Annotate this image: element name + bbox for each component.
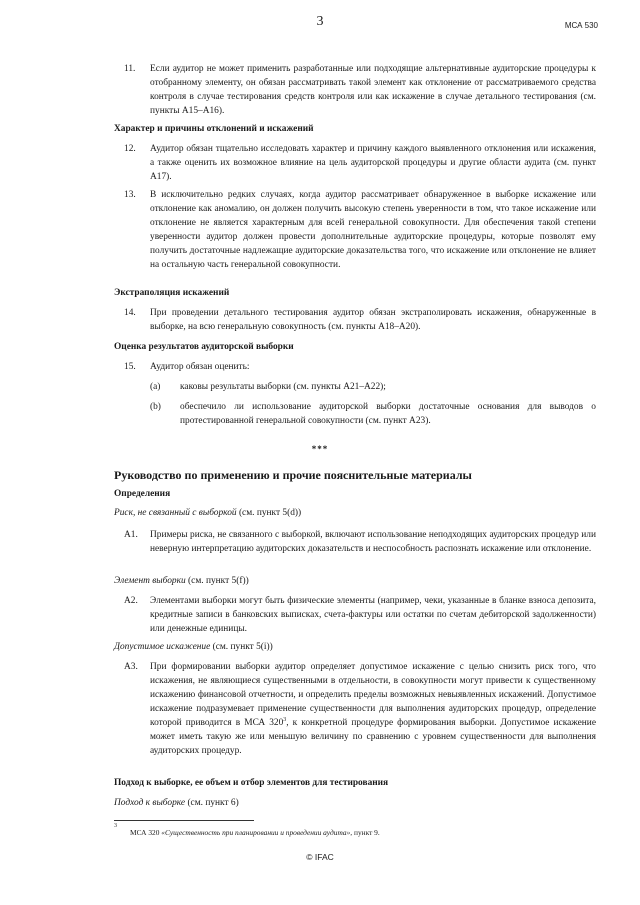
definition-term-3-title: Допустимое искажение: [114, 642, 211, 652]
paragraph-number-a1: A1.: [124, 530, 138, 540]
paragraph-number-a3: A3.: [124, 662, 138, 672]
definition-term-1: [114, 506, 594, 520]
main-heading: Руководство по применению и прочие пояснительные материалы: [114, 468, 472, 482]
definition-term-1-ref: (см. пункт 5(d)): [236, 508, 302, 518]
definition-term-3: [114, 640, 594, 654]
heading-sampling-approach: Подход к выборке, ее объем и отбор элементов для тестирования: [114, 778, 389, 788]
paragraph-a1: Примеры риска, не связанного с выборкой, включают использование неподходящих аудиторских процедур или неверную интерпретацию аудиторских доказательств и неспособность распознать искажение или отклонение.: [150, 530, 596, 554]
footnote-prefix: МСА 320: [130, 828, 162, 837]
document-id: МСА 530: [564, 21, 598, 30]
paragraph-number-12: 12.: [124, 144, 136, 154]
definition-term-4-title: Подход к выборке: [114, 798, 186, 808]
footnote-text: [130, 828, 590, 838]
paragraph-number-15: 15.: [124, 362, 136, 372]
paragraph-a3: [150, 660, 596, 758]
item-label-b: (b): [150, 402, 161, 412]
footnote-suffix: , пункт 9.: [350, 828, 380, 837]
heading-nature-causes: Характер и причины отклонений и искажений: [114, 124, 314, 134]
definition-term-2: [114, 574, 594, 588]
definition-term-1-title: Риск, не связанный с выборкой: [114, 508, 237, 518]
heading-definitions: Определения: [114, 489, 171, 499]
item-b: обеспечило ли использование аудиторской выборки достаточные основания для выводов о протестированной генеральной совокупности (см. пункт A23).: [180, 402, 596, 426]
footnote-divider: [114, 820, 254, 821]
footnote-mark: 3: [114, 823, 117, 829]
paragraph-number-a2: A2.: [124, 596, 138, 606]
paragraph-a3-text-start: При формировании выборки аудитор определяет допустимое искажение с целью снизить риск того, что искажения, не являющиеся существенными в отдельности, в совокупности могут привести к существенному искажению финансовой отчетности, и определить пределы возможных невыявленных искажений. Допустимое искажение подразумевает применение существенности для выполнения аудиторских процедур, определение которой приводится в МСА 320: [150, 662, 596, 728]
item-a: каковы результаты выборки (см. пункты A21–A22);: [180, 382, 386, 392]
heading-evaluation: Оценка результатов аудиторской выборки: [114, 342, 294, 352]
paragraph-number-11: 11.: [124, 64, 136, 74]
paragraph-number-13: 13.: [124, 190, 136, 200]
heading-extrapolation: Экстраполяция искажений: [114, 288, 230, 298]
paragraph-12: Аудитор обязан тщательно исследовать характер и причину каждого выявленного отклонения или искажения, а также оценить их возможное влияние на цель аудиторской процедуры и другие области аудита (см. пункт A17).: [150, 144, 596, 182]
paragraph-number-14: 14.: [124, 308, 136, 318]
paragraph-a3-text-end: , к конкретной процедуре формирования выборки. Допустимое искажение может иметь такую же или меньшую величину по сравнению с уровнем существенности для выполнения аудиторских процедур.: [150, 718, 596, 756]
section-separator: ***: [311, 444, 329, 454]
definition-term-2-title: Элемент выборки: [114, 576, 186, 586]
footnote-reference[interactable]: 3: [283, 716, 287, 723]
copyright-footer: © IFAC: [306, 852, 334, 862]
paragraph-15: Аудитор обязан оценить:: [150, 362, 250, 372]
definition-term-4-ref: (см. пункт 6): [185, 798, 239, 808]
definition-term-2-ref: (см. пункт 5(f)): [185, 576, 249, 586]
definition-term-3-ref: (см. пункт 5(i)): [210, 642, 273, 652]
item-label-a: (a): [150, 382, 161, 392]
paragraph-11: Если аудитор не может применить разработанные или подходящие альтернативные аудиторские процедуры к отобранному элементу, он обязан рассматривать такой элемент как отклонение от рассматриваемого средства контроля в случае тестирования средств контроля или как искажение в случае детального тестирования (см. пункты A15–A16).: [150, 64, 596, 116]
paragraph-a2: Элементами выборки могут быть физические элементы (например, чеки, указанные в бланке взноса депозита, кредитные записи в банковских выписках, счета-фактуры или остатки по счетам дебиторской задолженности) или денежные единицы.: [150, 596, 596, 634]
page-number: 3: [316, 14, 324, 29]
definition-term-4: [114, 796, 594, 810]
footnote-title: «Существенность при планировании и проведении аудита»: [161, 828, 351, 837]
paragraph-13: В исключительно редких случаях, когда аудитор рассматривает обнаруженное в выборке искажение или отклонение как аномалию, он должен получить высокую степень уверенности в том, что такое искажение или отклонение не является характерным для всей генеральной совокупности. Для обеспечения такой степени уверенности аудитор должен провести дополнительные аудиторские процедуры, которые позволят ему получить достаточные надлежащие аудиторские доказательства того, что искажение или отклонение не влияет на остальную часть генеральной совокупности.: [150, 190, 596, 270]
paragraph-14: При проведении детального тестирования аудитор обязан экстраполировать искажения, обнаруженные в выборке, на всю генеральную совокупность (см. пункты A18–A20).: [150, 308, 596, 332]
